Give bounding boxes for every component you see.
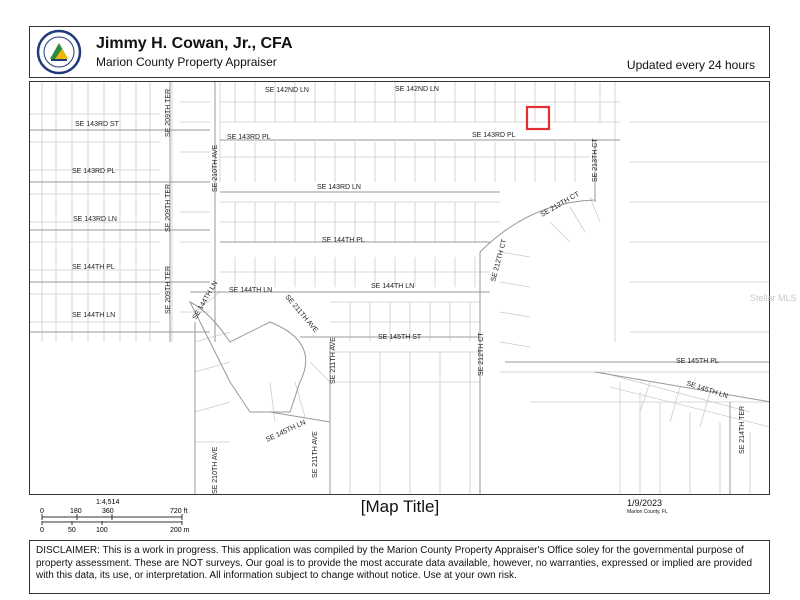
disclaimer-text: DISCLAIMER: This is a work in progress. This application was compiled by the Marion County Property Appraiser's Office soley for the governmental purpose of property assessment. These are NOT surveys. Our goal is to provide the most accurate data available, however, no warranties, expressed or implied are provided with this data, its use, or interpretation. All information subject to change without notice. Use at your own risk. <box>29 540 770 594</box>
street-label: SE 210TH AVE <box>212 144 219 192</box>
street-label: SE 144TH PL <box>322 237 365 244</box>
street-labels <box>72 86 746 494</box>
street-label: SE 212TH CT <box>539 190 581 219</box>
mls-watermark: Stellar MLS <box>750 293 797 303</box>
street-label: SE 211TH AVE <box>312 431 319 478</box>
map-view[interactable] <box>29 81 770 495</box>
street-label: SE 209TH TER <box>165 183 172 232</box>
street-label: SE 144TH LN <box>371 283 415 290</box>
street-label: SE 142ND LN <box>395 86 439 93</box>
header-panel <box>29 26 770 78</box>
parcel-map[interactable] <box>30 82 770 495</box>
street-label: SE 145TH ST <box>378 334 422 341</box>
map-title: [Map Title] <box>360 497 440 516</box>
street-label: SE 144TH PL <box>72 264 115 271</box>
street-label: SE 143RD LN <box>317 184 361 191</box>
scale-ft-label: 0 <box>40 508 44 515</box>
street-label: SE 209TH TER <box>165 265 172 314</box>
scale-m-label: 100 <box>96 527 108 534</box>
scale-ratio: 1:4,514 <box>96 499 120 506</box>
street-label: SE 211TH AVE <box>283 293 319 335</box>
street-label: SE 212TH CT <box>478 332 485 376</box>
scale-ft-label: 180 <box>70 508 82 515</box>
street-label: SE 213TH CT <box>592 138 599 182</box>
scale-m-label: 0 <box>40 527 44 534</box>
street-label: SE 144TH LN <box>229 287 273 294</box>
street-label: SE 145TH LN <box>685 380 729 401</box>
street-label: SE 143RD ST <box>75 121 119 128</box>
street-label: SE 209TH TER <box>165 88 172 137</box>
county-office: Marion County Property Appraiser <box>96 55 277 69</box>
street-label: SE 210TH AVE <box>212 446 219 494</box>
street-label: SE 211TH AVE <box>330 337 337 384</box>
street-label: SE 143RD PL <box>472 132 516 139</box>
scale-m-label: 200 m <box>170 527 190 534</box>
subject-parcel-highlight[interactable] <box>527 107 549 129</box>
scale-ft-label: 720 ft <box>170 508 188 515</box>
street-label: SE 143RD PL <box>72 168 116 175</box>
street-label: SE 143RD LN <box>73 216 117 223</box>
street-label: SE 144TH LN <box>191 280 220 321</box>
appraiser-name: Jimmy H. Cowan, Jr., CFA <box>96 35 293 52</box>
street-label: SE 144TH LN <box>72 312 116 319</box>
street-label: SE 142ND LN <box>265 87 309 94</box>
update-frequency: Updated every 24 hours <box>626 58 755 72</box>
date-source: Marion County, FL <box>627 509 668 515</box>
scale-m-label: 50 <box>68 527 76 534</box>
property-appraiser-seal-logo <box>36 29 82 75</box>
print-date: 1/9/2023 <box>627 498 663 508</box>
scale-ft-label: 360 <box>102 508 114 515</box>
street-label: SE 212TH CT <box>490 238 509 283</box>
street-label: SE 143RD PL <box>227 134 271 141</box>
street-label: SE 214TH TER <box>739 405 746 454</box>
street-label: SE 145TH PL <box>676 358 719 365</box>
street-label: SE 145TH LN <box>264 419 307 444</box>
